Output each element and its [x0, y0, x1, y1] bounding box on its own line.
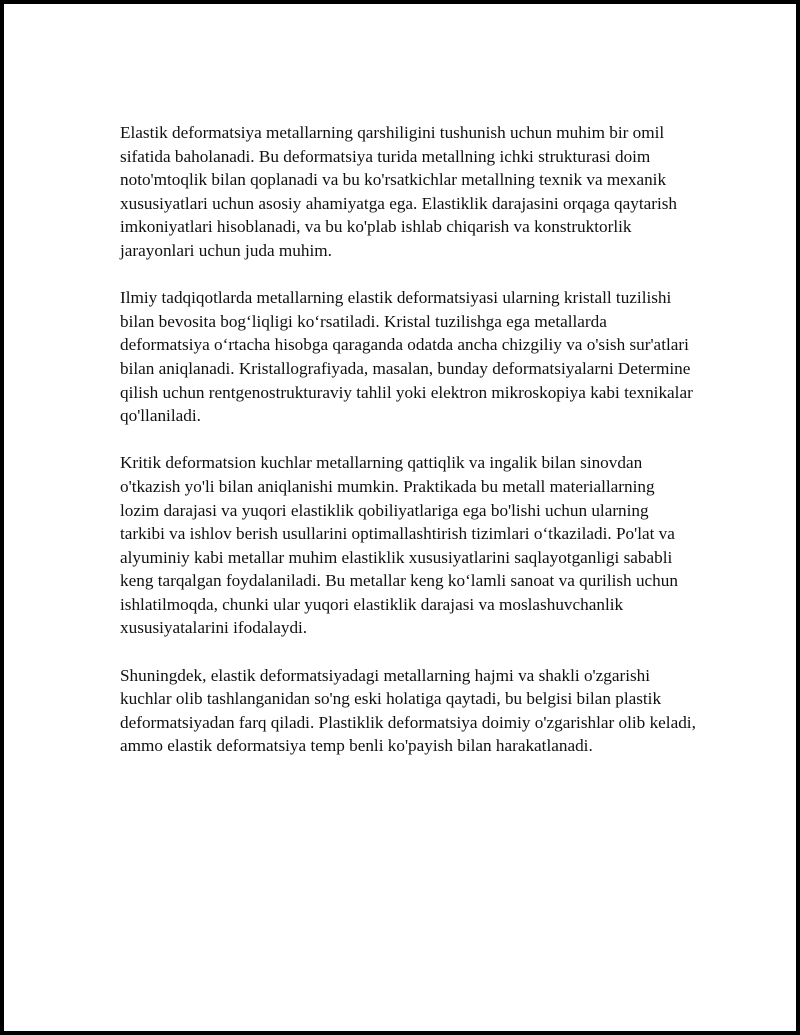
paragraph-1: Elastik deformatsiya metallarning qarshiligini tushunish uchun muhim bir omil sifatida baholanadi. Bu deformatsiya turida metallning ichki strukturasi doim noto'mtoqlik bilan qoplanadi va bu ko'rsatkichlar metallning texnik va mexanik xususiyatlari uchun asosiy ahamiyatga ega. Elastiklik darajasini orqaga qaytarish imkoniyatlari hisoblanadi, va bu ko'plab ishlab chiqarish va konstruktorlik jarayonlari uchun juda muhim. — [120, 123, 677, 260]
document-body — [120, 121, 696, 782]
paragraph-4: Shuningdek, elastik deformatsiyadagi metallarning hajmi va shakli o'zgarishi kuchlar olib tashlanganidan so'ng eski holatiga qaytadi, bu belgisi bilan plastik deformatsiyadan farq qiladi. Plastiklik deformatsiya doimiy o'zgarishlar olib keladi, ammo elastik deformatsiya temp benli ko'payish bilan harakatlanadi. — [120, 665, 696, 756]
paragraph-3: Kritik deformatsion kuchlar metallarning qattiqlik va ingalik bilan sinovdan o'tkazish yo'li bilan aniqlanishi mumkin. Praktikada bu metall materiallarning lozim darajasi va yuqori elastiklik qobiliyatlariga ega bo'lishi uchun ularning tarkibi va ishlov berish usullarini optimallashtirish tizimlari o‘tkaziladi. Po'lat va alyuminiy kabi metallar muhim elastiklik xususiyatlarini saqlayotganligi sababli keng tarqalgan foydalaniladi. Bu metallar keng ko‘lamli sanoat va qurilish uchun ishlatilmoqda, chunki ular yuqori elastiklik darajasi va moslashuvchanlik xususiyatalarini ifodalaydi. — [120, 453, 678, 638]
paragraph-2: Ilmiy tadqiqotlarda metallarning elastik deformatsiyasi ularning kristall tuzilishi bilan bevosita bog‘liqligi ko‘rsatiladi. Kristal tuzilishga ega metallarda deformatsiya o‘rtacha hisobga qaraganda odatda ancha chizgiliy va o'sish sur'atlari bilan aniqlanadi. Kristallografiyada, masalan, bunday deformatsiyalarni Determine qilish uchun rentgenostrukturaviy tahlil yoki elektron mikroskopiya kabi texnikalar qo'llaniladi. — [120, 288, 693, 426]
